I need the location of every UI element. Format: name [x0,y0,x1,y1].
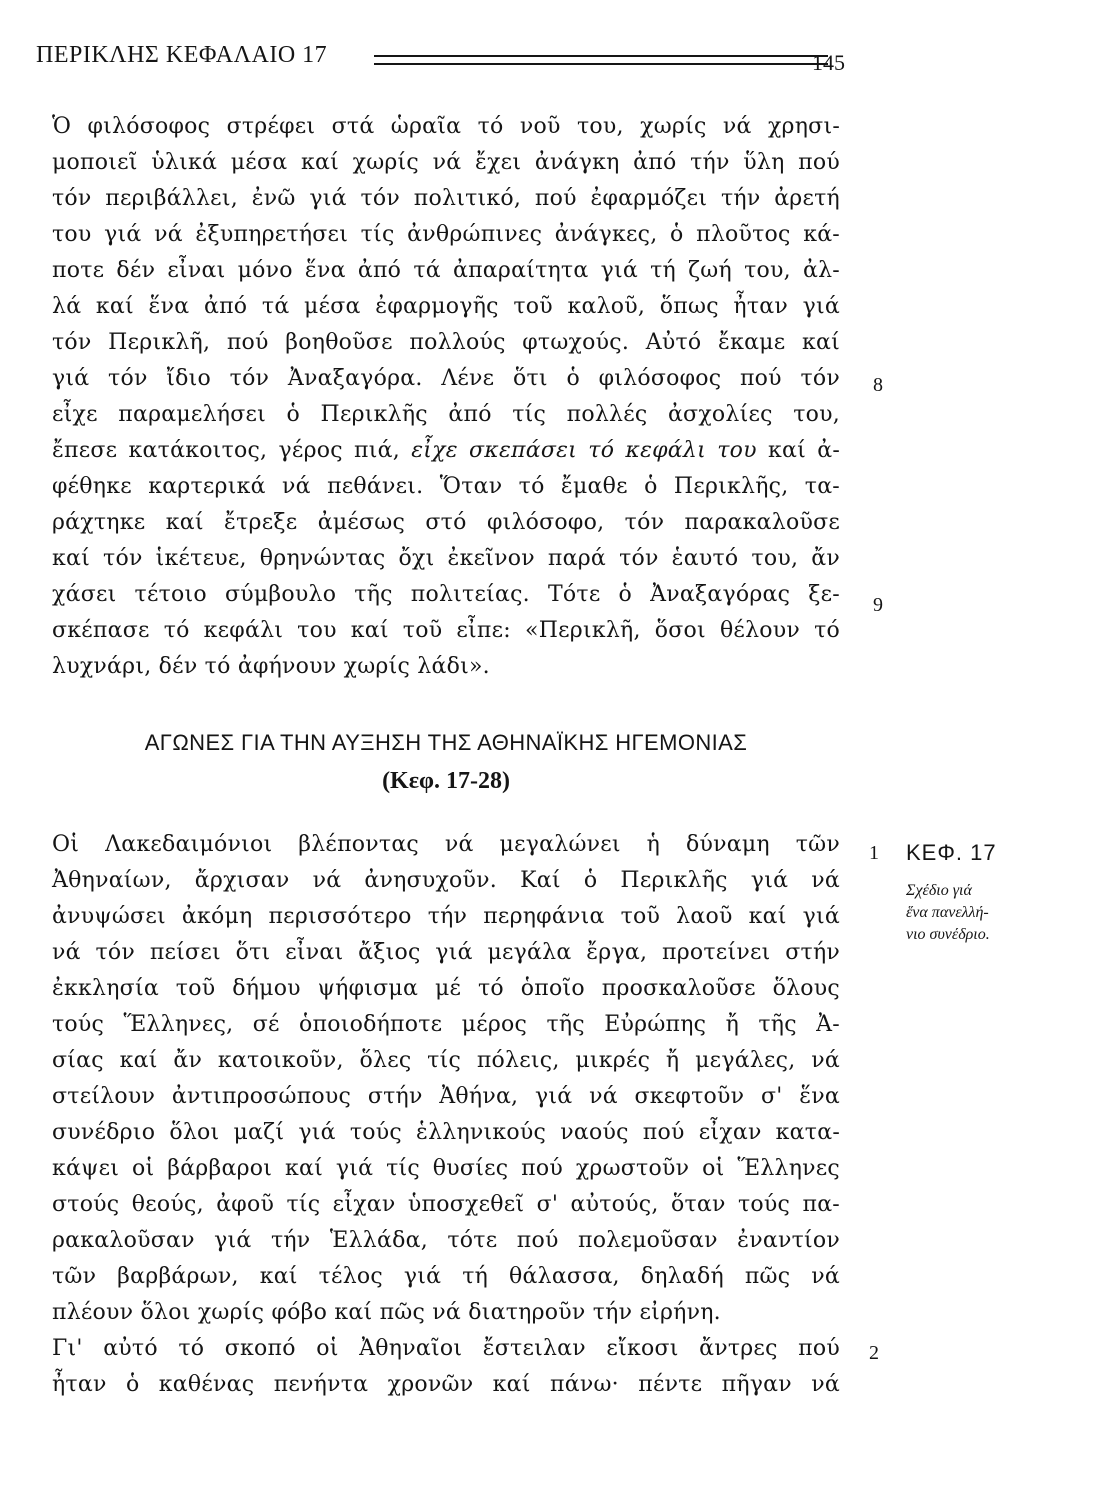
text-line: ἐκκλησία τοῦ δήμου ψήφισμα μέ τό ὁποῖο προσκαλοῦσε ὅλους [52,976,840,1001]
running-title: ΠΕΡΙΚΛΗΣ ΚΕΦΑΛΑΙΟ 17 [36,42,328,68]
text-segment: ἔπεσε κατάκοιτος, γέρος πιά, [52,438,400,463]
line-number: 8 [873,374,883,396]
text-line: εἶχε παραμελήσει ὁ Περικλῆς ἀπό τίς πολλές ἀσχολίες του, [52,402,840,427]
text-line: σίας καί ἄν κατοικοῦν, ὅλες τίς πόλεις, μικρές ἤ μεγάλες, νά [52,1048,840,1073]
text-line: Οἱ Λακεδαιμόνιοι βλέποντας νά μεγαλώνει ἡ δύναμη τῶν [52,832,840,857]
text-line-mixed [52,434,840,468]
text-line: φέθηκε καρτερικά νά πεθάνει. Ὅταν τό ἔμαθε ὁ Περικλῆς, τα- [52,474,840,499]
text-segment: καί ἀ- [768,438,841,463]
text-line: μοποιεῖ ὑλικά μέσα καί χωρίς νά ἔχει ἀνάγκη ἀπό τήν ὕλη πού [52,150,840,175]
margin-note-line: Σχέδιο γιά [906,882,972,899]
text-line: καί τόν ἱκέτευε, θρηνώντας ὄχι ἐκεῖνον παρά τόν ἑαυτό του, ἄν [52,546,840,571]
line-number: 9 [873,594,883,616]
text-line: του γιά νά ἐξυπηρετήσει τίς ἀνθρώπινες ἀνάγκες, ὁ πλοῦτος κά- [52,222,840,247]
text-line: στούς θεούς, ἀφοῦ τίς εἶχαν ὑποσχεθεῖ σ' αὐτούς, ὅταν τούς πα- [52,1192,840,1217]
text-line: ἦταν ὁ καθένας πενήντα χρονῶν καί πάνω· πέντε πῆγαν νά [52,1372,840,1397]
margin-note-line: νιο συνέδριο. [906,926,990,943]
text-line: γιά τόν ἴδιο τόν Ἀναξαγόρα. Λένε ὅτι ὁ φιλόσοφος πού τόν [52,366,840,391]
header-rule [374,55,828,65]
text-line: πλέουν ὅλοι χωρίς φόβο καί πῶς νά διατηροῦν τήν εἰρήνη. [52,1300,721,1325]
page-header [36,42,856,82]
line-number: 2 [869,1342,879,1364]
text-line: συνέδριο ὅλοι μαζί γιά τούς ἑλληνικούς ναούς πού εἶχαν κατα- [52,1120,840,1145]
italic-phrase: εἶχε σκεπάσει τό κεφάλι του [411,438,757,463]
margin-chapter-heading: ΚΕΦ. 17 [906,840,997,865]
text-line: λά καί ἕνα ἀπό τά μέσα ἐφαρμογῆς τοῦ καλοῦ, ὅπως ἦταν γιά [52,294,840,319]
text-line: ρακαλοῦσαν γιά τήν Ἑλλάδα, τότε πού πολεμοῦσαν ἐναντίον [52,1228,840,1253]
margin-note [906,880,1056,946]
text-line: στείλουν ἀντιπροσώπους στήν Ἀθήνα, γιά νά σκεφτοῦν σ' ἕνα [52,1084,840,1109]
text-line: λυχνάρι, δέν τό ἀφήνουν χωρίς λάδι». [52,654,490,679]
text-line: ποτε δέν εἶναι μόνο ἕνα ἀπό τά ἀπαραίτητα γιά τή ζωή του, ἀλ- [52,258,840,283]
text-line: σκέπασε τό κεφάλι του καί τοῦ εἶπε: «Περικλῆ, ὅσοι θέλουν τό [52,618,840,643]
text-line: ἀνυψώσει ἀκόμη περισσότερο τήν περηφάνια τοῦ λαοῦ καί γιά [52,904,840,929]
section-title: ΑΓΩΝΕΣ ΓΙΑ ΤΗΝ ΑΥΞΗΣΗ ΤΗΣ ΑΘΗΝΑΪΚΗΣ ΗΓΕΜΟΝΙΑΣ [144,730,748,755]
section-subtitle: (Κεφ. 17-28) [382,768,510,794]
text-line: Γι' αὐτό τό σκοπό οἱ Ἀθηναῖοι ἔστειλαν εἴκοσι ἄντρες πού [52,1336,840,1361]
text-line: τόν περιβάλλει, ἐνῶ γιά τόν πολιτικό, πού ἐφαρμόζει τήν ἀρετή [52,186,840,211]
text-line: τούς Ἕλληνες, σέ ὁποιοδήποτε μέρος τῆς Εὐρώπης ἤ τῆς Ἀ- [52,1012,840,1037]
text-line: ράχτηκε καί ἔτρεξε ἀμέσως στό φιλόσοφο, τόν παρακαλοῦσε [52,510,840,535]
margin-note-line: ἕνα πανελλή- [906,904,989,921]
text-line: νά τόν πείσει ὅτι εἶναι ἄξιος γιά μεγάλα ἔργα, προτείνει στήν [52,940,840,965]
line-number: 1 [869,842,879,864]
text-line: τόν Περικλῆ, πού βοηθοῦσε πολλούς φτωχούς. Αὐτό ἔκαμε καί [52,330,840,355]
text-line: χάσει τέτοιο σύμβουλο τῆς πολιτείας. Τότε ὁ Ἀναξαγόρας ξε- [52,582,840,607]
text-line: Ὁ φιλόσοφος στρέφει στά ὡραῖα τό νοῦ του, χωρίς νά χρησι- [52,114,840,139]
page-number: 145 [812,50,845,75]
text-line: τῶν βαρβάρων, καί τέλος γιά τή θάλασσα, δηλαδή πῶς νά [52,1264,840,1289]
text-line: κάψει οἱ βάρβαροι καί γιά τίς θυσίες πού χρωστοῦν οἱ Ἕλληνες [52,1156,840,1181]
text-line: Ἀθηναίων, ἄρχισαν νά ἀνησυχοῦν. Καί ὁ Περικλῆς γιά νά [52,868,840,893]
